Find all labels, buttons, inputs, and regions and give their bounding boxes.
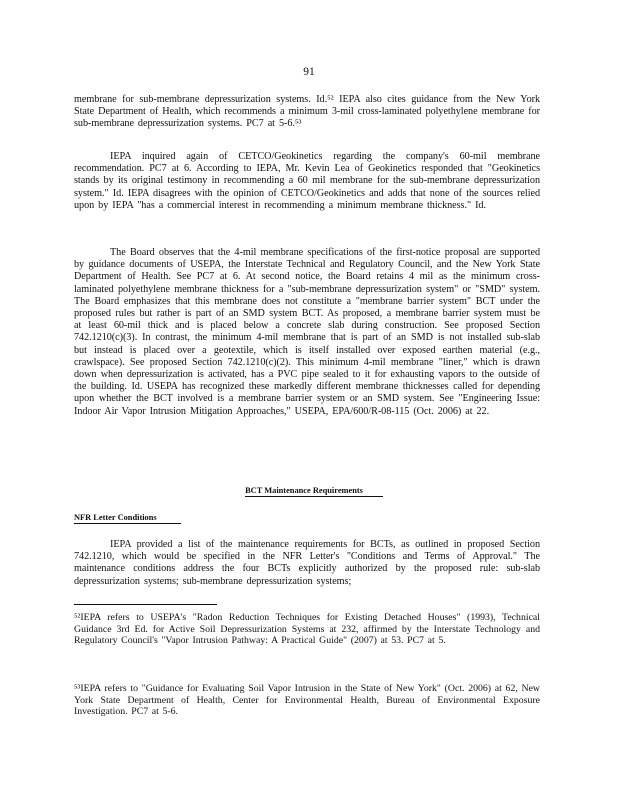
subsection-heading bbox=[74, 513, 181, 524]
footnote-52: ⁵²IEPA refers to USEPA's "Radon Reduction Techniques for Existing Detached Houses" (1993), Technical Guidance 3rd Ed. for Active Soil Depressurization Systems at 232, affirmed by the Interstate Technology and Regulatory Council's "Vapor Intrusion Pathway: A Practical Guide" (2007) at 53. PC7 at 5. bbox=[74, 612, 540, 647]
section-heading-text: BCT Maintenance Requirements bbox=[245, 486, 383, 497]
page-number: 91 bbox=[303, 66, 315, 78]
footnote-53: ⁵³IEPA refers to "Guidance for Evaluating Soil Vapor Intrusion in the State of New York" (Oct. 2006) at 62, New York State Department of Health, Center for Environmental Health, Bureau of Environmental Exposure Investigation. PC7 at 5-6. bbox=[74, 683, 540, 718]
paragraph-iepa-inquiry: IEPA inquired again of CETCO/Geokinetics regarding the company's 60-mil membrane recommendation. PC7 at 6. According to IEPA, Mr. Kevin Lea of Geokinetics responded that "Geokinetics stands by its original testimony in recommending a 60 mil membrane for the sub-membrane depressurization system." Id. IEPA disagrees with the opinion of CETCO/Geokinetics and adds that none of the sources relied upon by IEPA "has a commercial interest in recommending a minimum membrane thickness." Id. bbox=[74, 151, 540, 211]
subsection-heading-text: NFR Letter Conditions bbox=[74, 513, 181, 524]
paragraph-continuation: membrane for sub-membrane depressurization systems. Id.⁵² IEPA also cites guidance from the New York State Department of Health, which recommends a minimum 3-mil cross-laminated polyethylene membrane for sub-membrane depressurization systems. PC7 at 5-6.⁵³ bbox=[74, 94, 540, 130]
footnote-separator bbox=[74, 604, 217, 605]
paragraph-maintenance: IEPA provided a list of the maintenance requirements for BCTs, as outlined in proposed Section 742.1210, which would be specified in the NFR Letter's "Conditions and Terms of Approval." The maintenance conditions address the four BCTs explicitly authorized by the proposed rule: sub-slab depressurization systems; sub-membrane depressurization systems; bbox=[74, 539, 540, 587]
paragraph-board-observes: The Board observes that the 4-mil membrane specifications of the first-notice proposal are supported by guidance documents of USEPA, the Interstate Technical and Regulatory Council, and the New York State Department of Health. See PC7 at 6. At second notice, the Board retains 4 mil as the minimum cross-laminated polyethylene membrane thickness for a "sub-membrane depressurization system" or "SMD" system. The Board emphasizes that this membrane does not constitute a "membrane barrier system" BCT under the proposed rules but rather is part of an SMD system BCT. As proposed, a membrane barrier system must be at least 60-mil thick and is placed below a concrete slab during construction. See proposed Section 742.1210(c)(3). In contrast, the minimum 4-mil membrane that is part of an SMD is not installed sub-slab but instead is placed over a geotextile, which is itself installed over exposed earthen material (e.g., crawlspace). See proposed Section 742.1210(c)(2). This minimum 4-mil membrane "liner," which is drawn down when depressurization is activated, has a PVC pipe sealed to it for exhausting vapors to the outside of the building. Id. USEPA has recognized these markedly different membrane thicknesses called for depending upon whether the BCT involved is a membrane barrier system or an SMD system. See "Engineering Issue: Indoor Air Vapor Intrusion Mitigation Approaches," USEPA, EPA/600/R-08-115 (Oct. 2006) at 22. bbox=[74, 247, 540, 417]
section-heading bbox=[0, 486, 618, 497]
